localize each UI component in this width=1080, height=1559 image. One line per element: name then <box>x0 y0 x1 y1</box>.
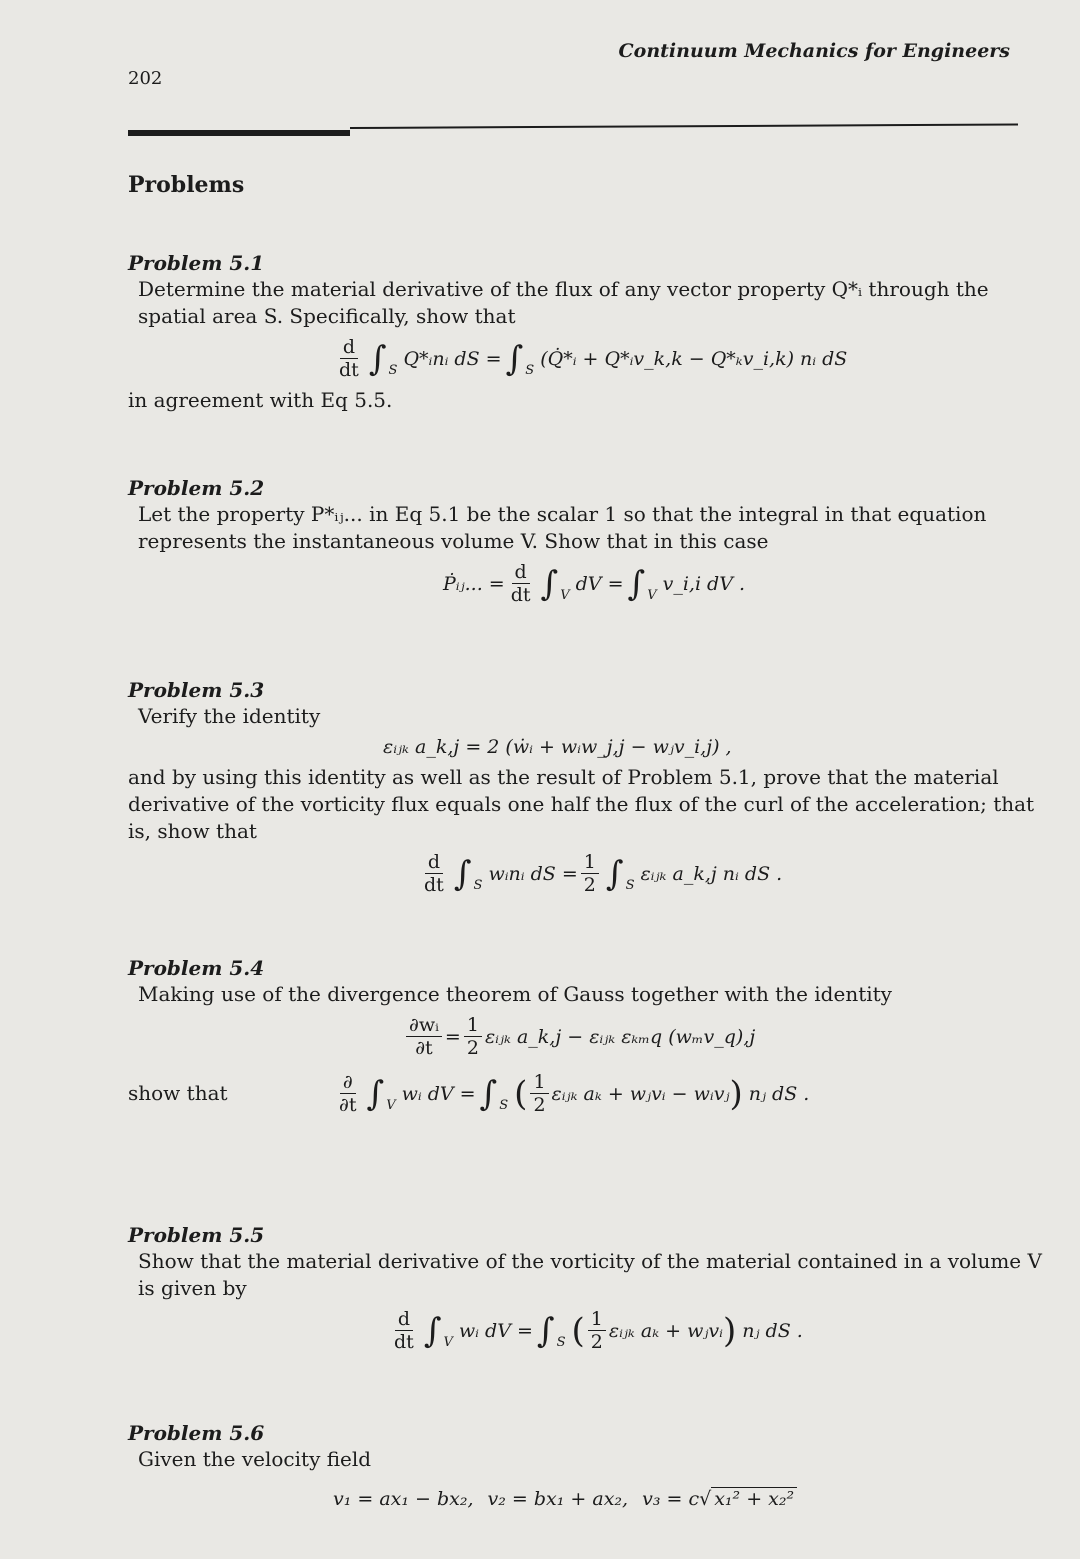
equation-lhs: Q*ᵢnᵢ dS = <box>403 347 502 370</box>
section-heading: Problems <box>128 172 245 198</box>
problem-text: Determine the material derivative of the flux of any vector property Q*ᵢ through the spatial area S. Specifically, show that <box>138 277 989 328</box>
sqrt-sign: √ <box>699 1487 712 1510</box>
velocity-field-equation <box>333 1487 1048 1510</box>
half-fraction: $\frac{1}{2}$ <box>588 1308 606 1353</box>
problem-5-2 <box>128 475 1048 612</box>
equation: $\frac{d}{dt}$ ∫ S wᵢnᵢ dS = $\frac{1}{2}$ ∫ S εᵢⱼₖ a_k,j nᵢ dS . <box>418 851 1048 896</box>
running-header-title: Continuum Mechanics for Engineers <box>618 40 1010 62</box>
identity-equation: $\frac{\text{∂wᵢ}}{\partial t}$ = $\frac{1}{2}$ εᵢⱼₖ a_k,j − εᵢⱼₖ εₖₘq (wₘv_q),j <box>403 1014 1048 1059</box>
problem-text: Making use of the divergence theorem of Gauss together with the identity <box>138 982 892 1006</box>
header-rule-thick <box>128 130 350 136</box>
equation-tail: nⱼ dS . <box>748 1082 810 1105</box>
partial-derivative-fraction: $\frac{\partial}{\partial t}$ <box>339 1071 357 1116</box>
derivative-fraction: $\frac{d}{dt}$ <box>339 336 359 381</box>
show-that-row <box>128 1065 1048 1122</box>
problem-text: Show that the material derivative of the vorticity of the material contained in a volume V is given by <box>138 1249 1042 1300</box>
problem-5-5 <box>128 1222 1048 1359</box>
problem-title: Problem 5.4 <box>128 956 265 980</box>
page-number: 202 <box>128 68 163 89</box>
integral-sign: ∫ <box>368 338 387 379</box>
velocity-component-2: v₂ = bx₁ + ax₂, <box>487 1487 629 1510</box>
sqrt-argument: x₁² + x₂² <box>711 1487 797 1510</box>
derivative-fraction: $\frac{d}{dt}$ <box>424 851 444 896</box>
half-fraction: $\frac{1}{2}$ <box>581 851 599 896</box>
integral-sign: ∫ <box>479 1073 498 1114</box>
equation-rhs: εᵢⱼₖ a_k,j nᵢ dS . <box>640 862 783 885</box>
problem-5-1 <box>128 250 1048 414</box>
equation-lhs: wᵢ dV = <box>458 1319 533 1342</box>
problem-text: in agreement with Eq 5.5. <box>128 388 393 412</box>
header-rule-thin <box>350 124 1018 129</box>
equation-rhs: v_i,i dV . <box>662 572 746 595</box>
identity-equation: εᵢⱼₖ a_k,j = 2 (ẇᵢ + wᵢw_j,j − wⱼv_i,j) , <box>383 736 732 758</box>
integral-sign: ∫ <box>366 1073 385 1114</box>
integral-sign: ∫ <box>423 1310 442 1351</box>
problem-title: Problem 5.5 <box>128 1223 265 1247</box>
problem-5-4 <box>128 955 1048 1122</box>
integral-sign: ∫ <box>536 1310 555 1351</box>
partial-fraction: $\frac{\text{∂wᵢ}}{\partial t}$ <box>406 1014 442 1059</box>
integral-sign: ∫ <box>505 338 524 379</box>
identity-rhs: εᵢⱼₖ a_k,j − εᵢⱼₖ εₖₘq (wₘv_q),j <box>484 1025 756 1048</box>
integral-sign: ∫ <box>453 853 472 894</box>
equation-rhs: (Q̇*ᵢ + Q*ᵢv_k,k − Q*ₖv_i,k) nᵢ dS <box>540 347 848 370</box>
problem-text: Verify the identity <box>138 704 321 728</box>
problem-5-3 <box>128 677 1048 902</box>
problem-title: Problem 5.2 <box>128 476 265 500</box>
half-fraction: $\frac{1}{2}$ <box>464 1014 482 1059</box>
equation-inner: εᵢⱼₖ aₖ + wⱼvᵢ − wᵢvⱼ <box>551 1082 730 1105</box>
problem-title: Problem 5.6 <box>128 1421 265 1445</box>
integral-sign: ∫ <box>540 563 559 604</box>
problem-title: Problem 5.3 <box>128 678 265 702</box>
equation-tail: nⱼ dS . <box>742 1319 803 1342</box>
derivative-fraction: $\frac{d}{dt}$ <box>510 561 531 606</box>
equation: $\frac{d}{dt}$ ∫ V wᵢ dV = ∫ S ( $\frac{1}{2}$ εᵢⱼₖ aₖ + wⱼvᵢ ) nⱼ dS . <box>388 1308 1048 1353</box>
problem-text: show that <box>128 1081 228 1105</box>
problem-text: Let the property P*ᵢⱼ... in Eq 5.1 be the scalar 1 so that the integral in that equation represents the instantaneous volume V. Show that in this case <box>138 502 987 553</box>
derivative-fraction: $\frac{d}{dt}$ <box>394 1308 414 1353</box>
equation: Ṗᵢⱼ... = $\frac{d}{dt}$ ∫ V dV = ∫ V v_i,i dV . <box>443 561 746 606</box>
equation: $\frac{\partial}{\partial t}$ ∫ V wᵢ dV = ∫ S ( $\frac{1}{2}$ εᵢⱼₖ aₖ + wⱼvᵢ − wᵢvⱼ ) nⱼ dS . <box>333 1071 809 1116</box>
velocity-component-1: v₁ = ax₁ − bx₂, <box>333 1487 474 1510</box>
integral-sign: ∫ <box>627 563 646 604</box>
equation-lhs: wᵢnᵢ dS = <box>488 862 578 885</box>
velocity-component-3: v₃ = c <box>642 1487 700 1510</box>
equation-lhs: wᵢ dV = <box>401 1082 476 1105</box>
half-fraction: $\frac{1}{2}$ <box>530 1071 548 1116</box>
equation-inner: εᵢⱼₖ aₖ + wⱼvᵢ <box>608 1319 723 1342</box>
equation-mid: dV = <box>575 572 624 595</box>
equation-lhs: Ṗᵢⱼ... = <box>443 572 505 595</box>
problem-text: and by using this identity as well as the result of Problem 5.1, prove that the material derivative of the vorticity flux equals one half the flux of the curl of the acceleration; that is, show that <box>128 765 1035 843</box>
integral-sign: ∫ <box>605 853 624 894</box>
equation: $\frac{d}{dt}$ ∫ S Q*ᵢnᵢ dS = ∫ S (Q̇*ᵢ + Q*ᵢv_k,k − Q*ₖv_i,k) nᵢ dS <box>333 336 1048 381</box>
problem-text: Given the velocity field <box>138 1447 372 1471</box>
problem-5-6 <box>128 1420 1048 1516</box>
problem-title: Problem 5.1 <box>128 251 265 275</box>
